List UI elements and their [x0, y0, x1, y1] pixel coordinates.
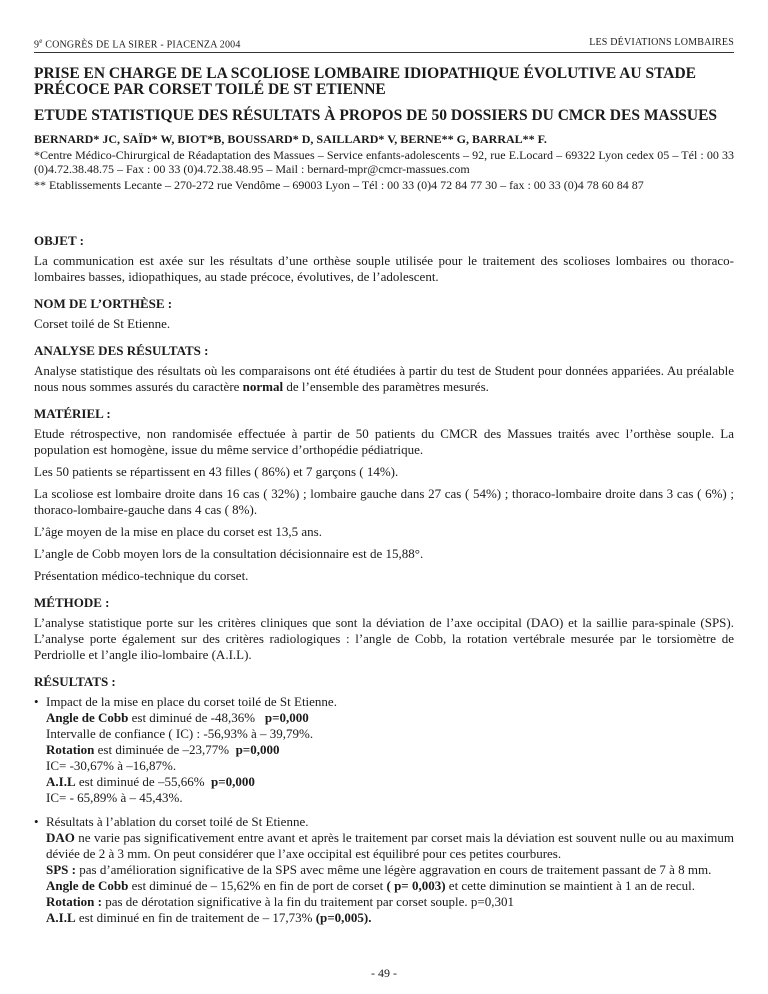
- term: A.I.L: [46, 910, 76, 925]
- bullet-intro: • Résultats à l’ablation du corset toilé de St Etienne.: [46, 814, 309, 829]
- paragraph: Présentation médico-technique du corset.: [34, 568, 249, 583]
- congress-number: 9: [34, 39, 40, 51]
- section-heading: NOM DE L’ORTHÈSE :: [34, 296, 173, 311]
- paper-body: [34, 233, 734, 937]
- results-list: [34, 694, 734, 926]
- p-value: p=0,000: [264, 710, 309, 725]
- paragraph: Les 50 patients se répartissent en 43 filles ( 86%) et 7 garçons ( 14%).: [34, 464, 399, 479]
- paragraph: Etude rétrospective, non randomisée effectuée à partir de 50 patients du CMCR des Massues traités avec l’orthèse souple. La population est homogène, issue du même service d’orthopédie pédiatrique.: [34, 426, 734, 457]
- list-item: [34, 694, 734, 806]
- authors: BERNARD* JC, SAÏD* W, BIOT*B, BOUSSARD* D, SAILLARD* V, BERNE** G, BARRAL** F.: [34, 132, 547, 146]
- congress-name: CONGRÈS DE LA SIRER - PIACENZA 2004: [42, 39, 241, 51]
- text: est diminué de –55,66%: [75, 774, 212, 789]
- text: est diminué en fin de traitement de – 17,73%: [75, 910, 316, 925]
- affiliation-1: *Centre Médico-Chirurgical de Réadaptation des Massues – Service enfants-adolescents – 92, rue E.Locard – 69322 Lyon cedex 05 – Tél : 00 33 (0)4.72.38.48.75 – Fax : 00 33 (0)4.72.38.48.95 – Mail : bernard-mpr@cmcr-massues.com: [34, 148, 734, 176]
- result-line: [46, 878, 734, 894]
- result-line: [46, 862, 734, 878]
- paper-subtitle: ETUDE STATISTIQUE DES RÉSULTATS À PROPOS DE 50 DOSSIERS DU CMCR DES MASSUES: [34, 107, 718, 124]
- result-line: Intervalle de confiance ( IC) : -56,93% à – 39,79%.: [46, 726, 314, 741]
- text: ne varie pas significativement entre avant et après le traitement par corset mais la déviation est souvent nulle ou au maximum déviée de 2 à 3 mm. On peut considérer que l’axe occipital est équilibré pour ces petites courbures.: [46, 830, 734, 861]
- text: pas d’amélioration significative de la SPS avec même une légère aggravation en cours de traitement passant de 7 à 8 mm.: [75, 862, 712, 877]
- affiliation-2: ** Etablissements Lecante – 270-272 rue Vendôme – 69003 Lyon – Tél : 00 33 (0)4 72 84 77 30 – fax : 00 33 (0)4 78 60 84 87: [34, 178, 644, 192]
- section-heading: ANALYSE DES RÉSULTATS :: [34, 343, 209, 358]
- p-value: p=0,000: [235, 742, 280, 757]
- paragraph: La communication est axée sur les résultats d’une orthèse souple utilisée pour le traitement des scolioses lombaires ou thoraco-lombaires basses, idiopathiques, au stade précoce, évolutives, de l’adolescent.: [34, 253, 734, 284]
- p-value: ( p= 0,003): [386, 878, 446, 893]
- p-value: (p=0,005).: [315, 910, 372, 925]
- paper-title: PRISE EN CHARGE DE LA SCOLIOSE LOMBAIRE IDIOPATHIQUE ÉVOLUTIVE AU STADE PRÉCOCE PAR CORSET TOILÉ DE ST ETIENNE: [34, 65, 697, 98]
- result-line: [46, 894, 734, 910]
- section-heading: MATÉRIEL :: [34, 406, 111, 421]
- section-heading: OBJET :: [34, 233, 84, 248]
- text: Analyse statistique des résultats où les comparaisons ont été étudiées à partir du test de Student pour données appariées. Au préalable nous nous sommes assurés du caractère: [34, 363, 734, 394]
- text: et cette diminution se maintient à 1 an de recul.: [445, 878, 695, 893]
- result-line: [46, 774, 734, 790]
- header-rule: [34, 52, 734, 53]
- title-block: [34, 66, 734, 192]
- result-line: [46, 742, 734, 758]
- bullet-intro: • Impact de la mise en place du corset toilé de St Etienne.: [46, 694, 337, 709]
- paragraph: Corset toilé de St Etienne.: [34, 316, 171, 331]
- emphasis: normal: [242, 379, 284, 394]
- paragraph: La scoliose est lombaire droite dans 16 cas ( 32%) ; lombaire gauche dans 27 cas ( 54%) ; thoraco-lombaire droite dans 3 cas ( 6%) ; thoraco-lombaire-gauche dans 4 cas ( 8%).: [34, 486, 734, 517]
- text: de l’ensemble des paramètres mesurés.: [283, 379, 489, 394]
- section-materiel: [34, 406, 734, 584]
- section-resultats: [34, 674, 734, 926]
- section-analyse: [34, 343, 734, 395]
- text: est diminué de -48,36%: [128, 710, 265, 725]
- result-line: IC= -30,67% à –16,87%.: [46, 758, 177, 773]
- section-methode: [34, 595, 734, 663]
- running-head-left: [34, 37, 241, 50]
- term: Angle de Cobb: [46, 878, 129, 893]
- paragraph: [34, 363, 734, 395]
- result-line: [46, 910, 734, 926]
- paragraph: L’âge moyen de la mise en place du corset est 13,5 ans.: [34, 524, 322, 539]
- text: est diminué de – 15,62% en fin de port de corset: [128, 878, 387, 893]
- section-heading: RÉSULTATS :: [34, 674, 116, 689]
- p-value: p=0,000: [211, 774, 255, 789]
- list-item: [34, 814, 734, 926]
- running-head-right: LES DÉVIATIONS LOMBAIRES: [589, 37, 734, 48]
- section-heading: MÉTHODE :: [34, 595, 110, 610]
- term: Rotation :: [46, 894, 102, 909]
- page-number: - 49 -: [371, 966, 397, 980]
- result-line: [46, 710, 734, 726]
- term: Angle de Cobb: [46, 710, 129, 725]
- result-line: [46, 830, 734, 862]
- paragraph: L’analyse statistique porte sur les critères cliniques que sont la déviation de l’axe occipital (DAO) et la saillie para-spinale (SPS). L’analyse porte également sur des critères radiologiques : l’angle de Cobb, la rotation vertébrale mesurée par le torsiomètre de Perdriolle et l’angle ilio-lombaire (A.I.L).: [34, 615, 734, 662]
- running-head: [34, 37, 734, 51]
- result-line: IC= - 65,89% à – 45,43%.: [46, 790, 183, 805]
- text: pas de dérotation significative à la fin du traitement par corset souple. p=0,301: [101, 894, 514, 909]
- congress-number-suffix: e: [39, 37, 43, 45]
- section-objet: [34, 233, 734, 285]
- text: est diminuée de –23,77%: [94, 742, 236, 757]
- term: DAO: [46, 830, 75, 845]
- paragraph: L’angle de Cobb moyen lors de la consultation décisionnaire est de 15,88°.: [34, 546, 424, 561]
- section-nom-orthese: [34, 296, 734, 332]
- term: Rotation: [46, 742, 95, 757]
- term: SPS :: [46, 862, 76, 877]
- term: A.I.L: [46, 774, 76, 789]
